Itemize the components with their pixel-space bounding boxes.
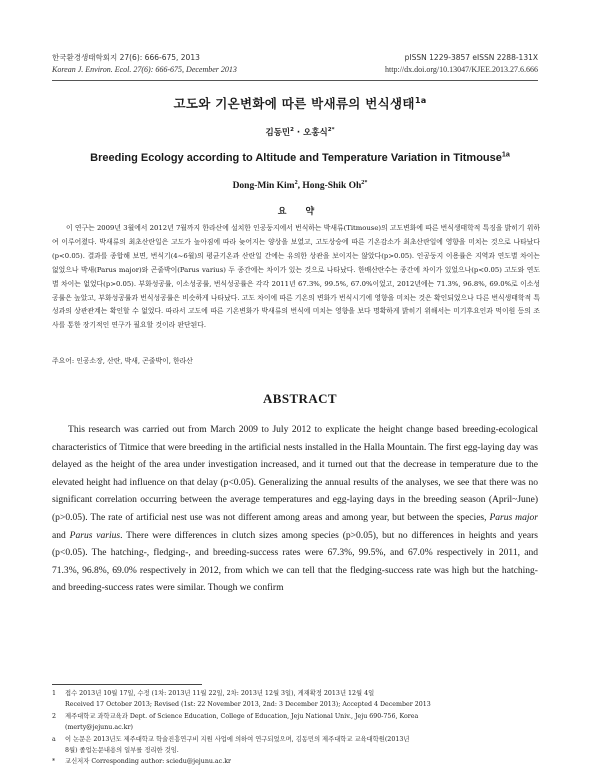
footnote-mark-1: 1 [52,690,57,697]
korean-keywords: 주요어: 인공소장, 산란, 박새, 곤줄박이, 한라산 [52,357,193,365]
author-ko-1-affil: 2 [290,127,294,134]
species-parus-varius: Parus varius [69,529,121,541]
footnote-corresponding-text[interactable]: 교신저자 Corresponding author: sciedu@jejunu.ac.kr [65,758,232,765]
english-title-note: 1a [501,150,510,159]
korean-title [0,94,600,112]
footnote-corresponding [52,756,538,767]
species-parus-major: Parus major [489,511,538,523]
korean-title-note: 1a [414,94,427,105]
english-title-text: Breeding Ecology according to Altitude and Temperature Variation in Titmouse [90,152,502,164]
author-ko-1: 김동민 [265,128,291,138]
abstract-heading: ABSTRACT [263,391,337,406]
footnote-mark-star: * [52,758,56,765]
author-en-1-affil: 2 [294,179,298,186]
journal-citation-en: Korean J. Environ. Ecol. 27(6): 666-675, December 2013 [52,65,237,74]
abstract-part-2: and [52,529,70,541]
author-separator: · [293,128,304,138]
english-abstract-body [52,421,538,597]
english-authors [0,181,600,191]
footnote-affiliation-text: 제주대학교 과학교육과 Dept. of Science Education, College of Education, Jeju National Univ., Jeju 690-756, Korea [65,713,419,720]
footnote-dates [52,688,538,710]
korean-authors [0,126,600,138]
footnote-mark-2: 2 [52,713,57,720]
korean-title-text: 고도와 기온변화에 따른 박새류의 번식생태 [173,96,415,111]
footnote-funding [52,734,538,756]
korean-abstract-heading: 요 약 [277,207,323,217]
footnote-mark-a: a [52,736,56,743]
author-ko-2-affil: 2* [327,127,335,134]
author-en-1: Dong-Min Kim [232,181,295,191]
footnote-affiliation [52,711,538,733]
doi-link[interactable]: http://dx.doi.org/10.13047/KJEE.2013.27.6.666 [385,65,538,74]
abstract-part-1: This research was carried out from March 2009 to July 2012 to explicate the height change based breeding-ecological characteristics of Titmice that were breeding in the artificial nests installed in the Halla Mountain. The first egg-laying day was delayed as the height of the area under investigation increased, and it turned out that the decrease in temperature due to the elevated height had influence on that delay (p<0.05). Generalizing the annual results of the analyses, we see that there was no significant correlation occurring between the average temperatures and egg-laying days in the breeding season (April~June) (p>0.05). The rate of artificial nest use was not different among areas and among year, but between the species, [52,424,538,523]
issn-line: pISSN 1229-3857 eISSN 2288-131X [404,53,538,62]
korean-abstract-body: 이 연구는 2009년 3월에서 2012년 7월까지 한라산에 설치한 인공둥지에서 번식하는 박새류(Titmouse)의 고도변화에 따른 번식생태학적 특징을 밝히기 위하여 이루어졌다. 박새류의 최초산란일은 고도가 높아짐에 따라 늦어지는 양상을 보였고, 고도상승에 따른 기온감소가 최초산란일에 영향을 미치는 것으로 나타났다(p<0.05). 결과를 종합해 보면, 번식기(4~6월)의 평균기온과 산란일 간에는 유의한 상관을 보이지는 않았다(p>0.05). 인공둥지 이용률은 지역과 연도별 차이는 없었으나 박새(Parus major)와 곤줄박이(Parus varius) 두 종간에는 차이가 있는 것으로 나타났다. 한배산란수는 종간에 차이가 있었으나(p<0.05) 고도와 연도별 차이는 없었다(p>0.05). 부화성공률, 이소성공률, 번식성공률은 각각 2011년 67.3%, 99.5%, 67.0%이었고, 2012년에는 71.3%, 96.8%, 69.0%로 이소성공률은 높았고, 부화성공률과 번식성공률은 비슷하게 나타났다. 고도 차이에 따른 기온의 변화가 번식시기에 영향을 미치는 것은 확인되었으나 다른 번식생태학적 특성과의 상관관계는 확인할 수 없었다. 따라서 고도에 따른 기온변화가 박새류의 번식에 미치는 영향을 보다 명확하게 밝히기 위해서는 미기후요인과 먹이원 등의 조사를 통한 장기적인 연구가 필요할 것이라 판단된다. [52,224,540,330]
author-en-2: Hong-Shik Oh [302,181,362,191]
footnote-rule [52,684,202,685]
english-title [0,152,600,164]
abstract-part-3: . There were differences in clutch sizes among species (p>0.05), but no differences in heights and years (p<0.05). The hatching-, fledging-, and breeding-success rates were 67.3%, 99.5%, and 67.0% respectively in 2011, and 71.3%, 96.8%, 69.0% respectively in 2012, from which we can tell that the fledging-success rate was high but the hatching- and breeding-success rates were similar. Though we confirm [52,529,538,594]
journal-citation [52,52,237,76]
journal-citation-ko: 한국환경생태학회지 27(6): 666-675, 2013 [52,53,200,62]
footnote-dates-en: Received 17 October 2013; Revised (1st: 22 November 2013, 2nd: 3 December 2013); Accepted 4 December 2013 [65,701,431,709]
footnote-email[interactable]: (merty@jejunu.ac.kr) [65,724,133,732]
journal-identifiers [385,52,538,76]
footnote-dates-ko: 접수 2013년 10월 17일, 수정 (1차: 2013년 11월 22일, 2차: 2013년 12월 3일), 게재확정 2013년 12월 4일 [65,690,375,697]
header-rule [52,80,538,81]
author-ko-2: 오홍식 [303,128,328,138]
author-en-2-affil: 2* [361,179,368,186]
author-en-separator: , [297,181,303,191]
footnote-funding-cont: 8월) 졸업논문내용의 일부를 정리한 것임. [65,747,179,755]
footnote-funding-text: 이 논문은 2013년도 제주대학교 학술진흥연구비 지원 사업에 의하여 연구되었으며, 김동민의 제주대학교 교육대학원(2013년 [65,736,410,743]
